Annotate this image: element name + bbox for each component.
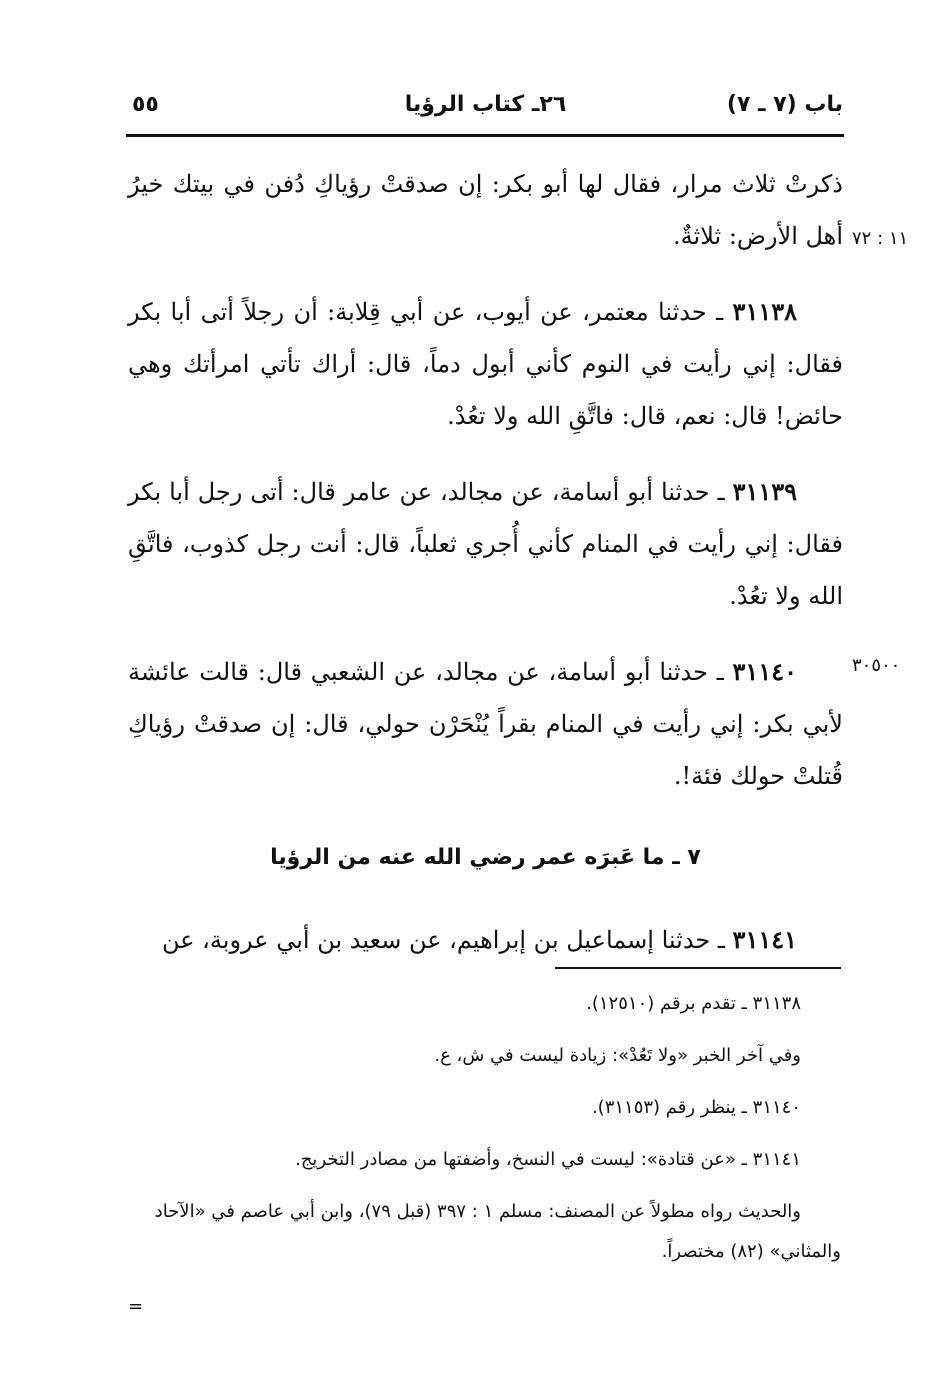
hadith-text: ـ حدثنا أبو أسامة، عن مجالد، عن عامر قال: أتى رجل أبا بكر فقال: إني رأيت في المنام كأني أُجري ثعلباً، قال: أنت رجل كذوب، فاتَّقِ الله ولا تعُدْ. — [128, 478, 843, 610]
hadith-text: ـ حدثنا إسماعيل بن إبراهيم، عن سعيد بن أبي عروبة، عن — [161, 926, 725, 954]
running-header — [128, 86, 843, 130]
hadith-number: ٣١١٤١ — [732, 925, 797, 954]
paragraph-text: ذكرتْ ثلاث مرار، فقال لها أبو بكر: إن صدقتْ رؤياكِ دُفن في بيتك خيرُ أهل الأرض: ثلاثةٌ. — [128, 170, 843, 250]
hadith-31139 — [128, 466, 843, 622]
footnote-5: والحديث رواه مطولاً عن المصنف: مسلم ١ : ٣٩٧ (قبل ٧٩)، وابن أبي عاصم في «الآحاد والمثاني» (٨٢) مختصراً. — [154, 1201, 841, 1262]
footnote-1: ٣١١٣٨ ـ تقدم برقم (١٢٥١٠). — [586, 993, 801, 1014]
hadith-number: ٣١١٣٨ — [732, 297, 797, 326]
hadith-31141 — [128, 914, 843, 966]
hadith-number: ٣١١٣٩ — [732, 477, 798, 506]
footnote-rule — [555, 967, 841, 969]
continuation-mark: = — [128, 1296, 144, 1317]
page-number: ٥٥ — [132, 92, 159, 117]
header-rule — [126, 134, 844, 137]
paragraph-continuation — [128, 158, 843, 262]
footnotes — [128, 984, 841, 1272]
chapter-reference: باب (٧ ـ ٧) — [726, 92, 843, 117]
margin-reference-1: ١١ : ٧٢ — [852, 228, 909, 249]
hadith-31138 — [128, 286, 843, 442]
footnote-3: ٣١١٤٠ ـ ينظر رقم (٣١١٥٣). — [591, 1097, 801, 1118]
hadith-number: ٣١١٤٠ — [732, 657, 797, 686]
margin-reference-2: ٣٠٥٠٠ — [852, 655, 901, 676]
book-title: ٢٦ـ كتاب الرؤيا — [404, 92, 567, 117]
footnote-4: ٣١١٤١ ـ «عن قتادة»: ليست في النسخ، وأضفتها من مصادر التخريج. — [295, 1149, 801, 1170]
footnote-2: وفي آخر الخبر «ولا تَعُدْ»: زيادة ليست في ش، ع. — [434, 1045, 801, 1066]
hadith-text: ـ حدثنا أبو أسامة، عن مجالد، عن الشعبي قال: قالت عائشة لأبي بكر: إني رأيت في المنام بقراً يُنْحَرْن حولي، قال: إن صدقتْ رؤياكِ قُتلتْ حولك فئة!. — [128, 658, 843, 790]
hadith-text: ـ حدثنا معتمر، عن أيوب، عن أبي قِلابة: أن رجلاً أتى أبا بكر فقال: إني رأيت في النوم كأني أبول دماً، قال: أراك تأتي امرأتك وهي حائض! قال: نعم، قال: فاتَّقِ الله ولا تعُدْ. — [128, 298, 843, 430]
section-heading: ٧ ـ ما عَبرَه عمر رضي الله عنه من الرؤيا — [270, 845, 701, 870]
main-text — [128, 158, 843, 966]
hadith-31140 — [128, 646, 843, 802]
